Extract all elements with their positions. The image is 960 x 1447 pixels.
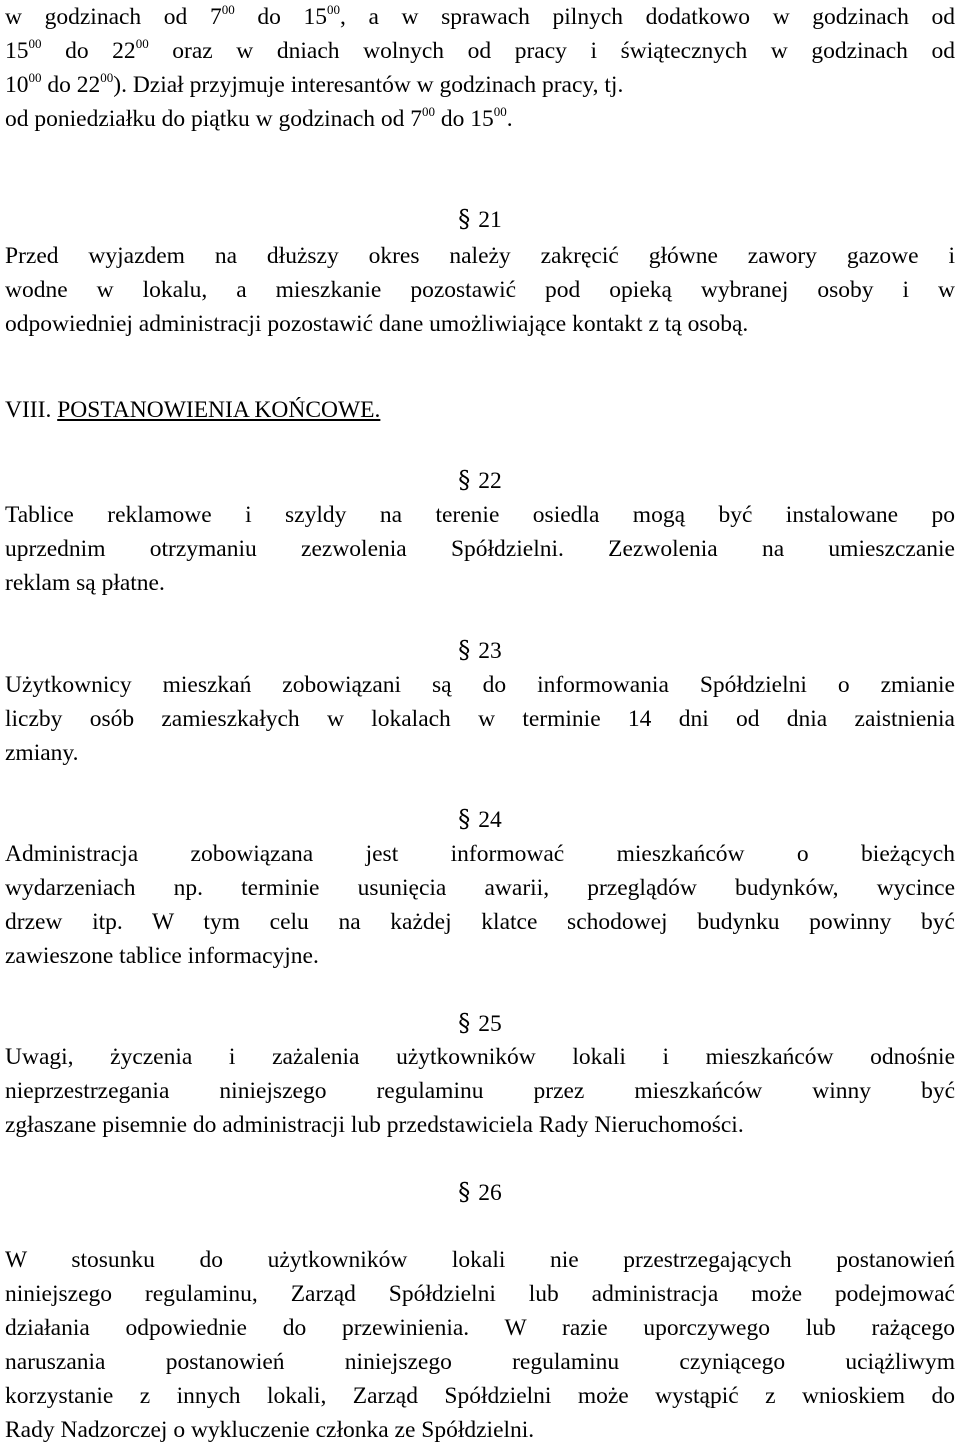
section-26-paragraph bbox=[5, 1243, 955, 1447]
paragraph-line: W stosunku do użytkowników lokali nie przestrzegających postanowień bbox=[5, 1247, 955, 1273]
chapter-title: POSTANOWIENIA KOŃCOWE. bbox=[57, 397, 381, 423]
paragraph-line: Rady Nadzorczej o wykluczenie członka ze Spółdzielni. bbox=[5, 1417, 535, 1443]
section-sign: § bbox=[458, 205, 471, 233]
chapter-numeral: VIII. bbox=[5, 397, 52, 423]
paragraph-line: liczby osób zamieszkałych w lokalach w terminie 14 dni od dnia zaistnienia bbox=[5, 706, 955, 732]
paragraph-line: zmiany. bbox=[5, 740, 79, 766]
paragraph-line: drzew itp. W tym celu na każdej klatce schodowej budynku powinny być bbox=[5, 909, 955, 935]
paragraph-line: uprzednim otrzymaniu zezwolenia Spółdzielni. Zezwolenia na umieszczanie bbox=[5, 536, 955, 562]
section-number: 24 bbox=[478, 807, 502, 833]
paragraph-line: zawieszone tablice informacyjne. bbox=[5, 943, 319, 969]
paragraph-line: naruszania postanowień niniejszego regulaminu czyniącego uciążliwym bbox=[5, 1349, 955, 1375]
section-22-heading bbox=[5, 463, 955, 498]
chapter-heading bbox=[5, 393, 955, 427]
section-number: 25 bbox=[478, 1011, 502, 1037]
section-sign: § bbox=[458, 1178, 471, 1206]
section-23-heading bbox=[5, 633, 955, 668]
intro-line-4: od poniedziałku do piątku w godzinach od $7^{00}$ do $15^{00}$. bbox=[5, 104, 513, 132]
section-24-heading bbox=[5, 802, 955, 837]
section-23-paragraph bbox=[5, 668, 955, 770]
section-22-paragraph bbox=[5, 498, 955, 600]
section-number: 22 bbox=[478, 468, 502, 494]
section-sign: § bbox=[458, 466, 471, 494]
intro-line-2: $15^{00}$ do $22^{00}$ oraz w dniach wolnych od pracy i świątecznych w godzinach od bbox=[5, 36, 955, 64]
paragraph-line: Tablice reklamowe i szyldy na terenie osiedla mogą być instalowane po bbox=[5, 502, 955, 528]
paragraph-line: zgłaszane pisemnie do administracji lub przedstawiciela Rady Nieruchomości. bbox=[5, 1112, 744, 1138]
section-25-paragraph bbox=[5, 1040, 955, 1142]
intro-paragraph bbox=[5, 0, 955, 136]
paragraph-line: reklam są płatne. bbox=[5, 570, 165, 596]
section-sign: § bbox=[458, 805, 471, 833]
paragraph-line: Uwagi, życzenia i zażalenia użytkowników lokali i mieszkańców odnośnie bbox=[5, 1044, 955, 1070]
paragraph-line: Administracja zobowiązana jest informować mieszkańców o bieżących bbox=[5, 841, 955, 867]
paragraph-line: wodne w lokalu, a mieszkanie pozostawić pod opieką wybranej osoby i w bbox=[5, 277, 955, 303]
section-number: 23 bbox=[478, 638, 502, 664]
paragraph-line: działania odpowiednie do przewinienia. W razie uporczywego lub rażącego bbox=[5, 1315, 955, 1341]
paragraph-line: Przed wyjazdem na dłuższy okres należy zakręcić główne zawory gazowe i bbox=[5, 243, 955, 269]
paragraph-line: korzystanie z innych lokali, Zarząd Spółdzielni może wystąpić z wnioskiem do bbox=[5, 1383, 955, 1409]
intro-line-3: $10^{00}$ do $22^{00}$). Dział przyjmuje interesantów w godzinach pracy, tj. bbox=[5, 70, 624, 98]
paragraph-line: niniejszego regulaminu, Zarząd Spółdzielni lub administracja może podejmować bbox=[5, 1281, 955, 1307]
paragraph-line: odpowiedniej administracji pozostawić dane umożliwiające kontakt z tą osobą. bbox=[5, 311, 749, 337]
section-sign: § bbox=[458, 1009, 471, 1037]
paragraph-line: nieprzestrzegania niniejszego regulaminu przez mieszkańców winny być bbox=[5, 1078, 955, 1104]
paragraph-line: Użytkownicy mieszkań zobowiązani są do informowania Spółdzielni o zmianie bbox=[5, 672, 955, 698]
section-21-heading bbox=[5, 202, 955, 237]
section-sign: § bbox=[458, 636, 471, 664]
section-number: 26 bbox=[478, 1180, 502, 1206]
section-21-paragraph bbox=[5, 239, 955, 341]
intro-line-1: w godzinach od $7^{00}$ do $15^{00}$, a w sprawach pilnych dodatkowo w godzinach od bbox=[5, 2, 955, 30]
paragraph-line: wydarzeniach np. terminie usunięcia awarii, przeglądów budynków, wycince bbox=[5, 875, 955, 901]
section-25-heading bbox=[5, 1006, 955, 1041]
section-24-paragraph bbox=[5, 837, 955, 973]
section-number: 21 bbox=[478, 207, 502, 233]
section-26-heading bbox=[5, 1175, 955, 1210]
